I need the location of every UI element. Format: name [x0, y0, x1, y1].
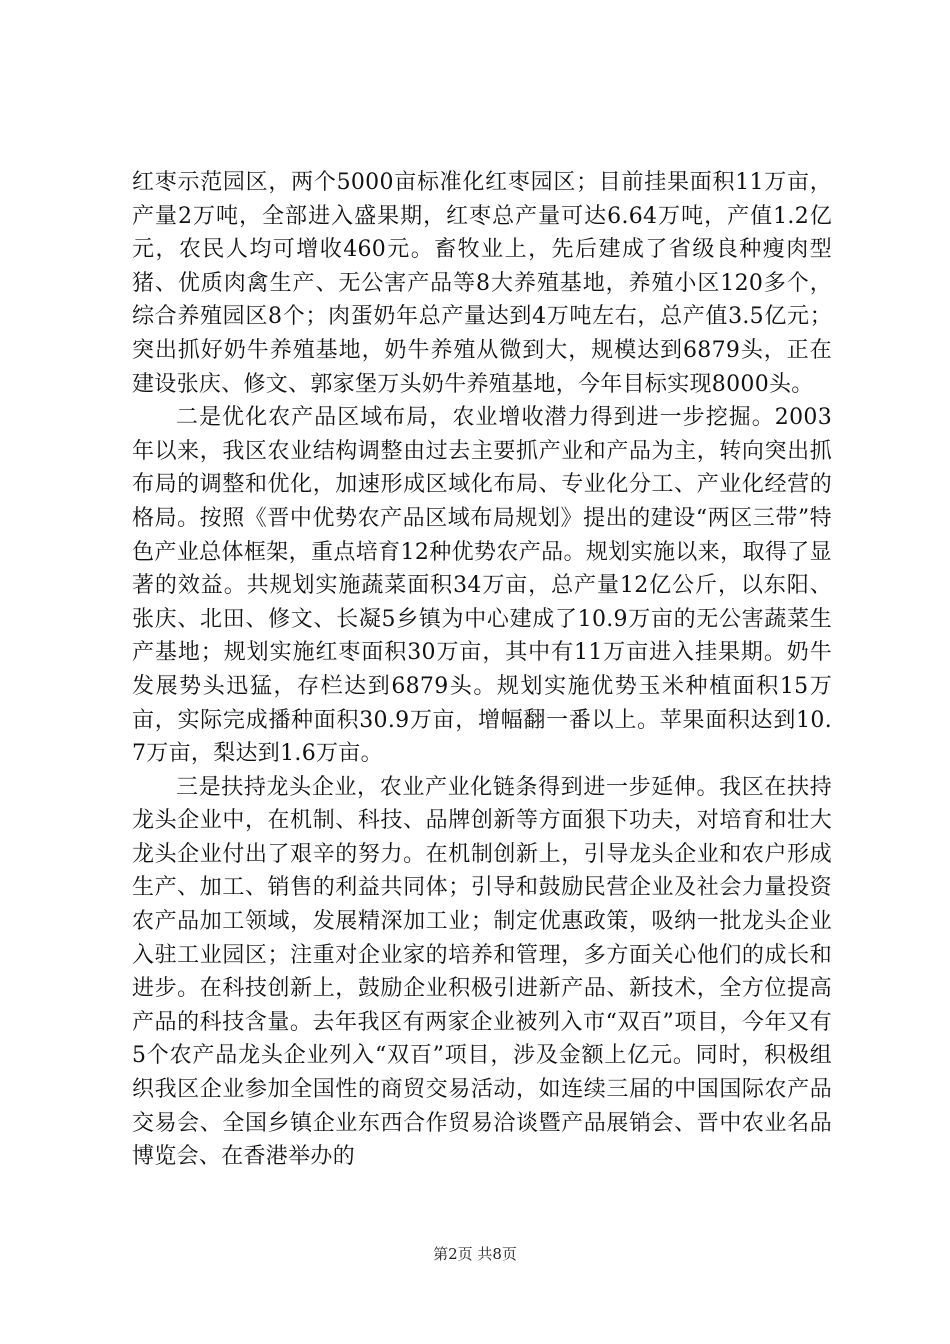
- paragraph-1: 红枣示范园区，两个5000亩标准化红枣园区；目前挂果面积11万亩，产量2万吨，全部进入盛果期，红枣总产量可达6.64万吨，产值1.2亿元，农民人均可增收460元。畜牧业上，先后建成了省级良种瘦肉型猪、优质肉禽生产、无公害产品等8大养殖基地，养殖小区120多个，综合养殖园区8个；肉蛋奶年总产量达到4万吨左右，总产值3.5亿元；突出抓好奶牛养殖基地，奶牛养殖从微到大，规模达到6879头，正在建设张庆、修文、郭家堡万头奶牛养殖基地，今年目标实现8000头。: [132, 170, 832, 397]
- document-body: [132, 166, 832, 1174]
- page-number-footer: 第2页 共8页: [433, 1245, 517, 1263]
- paragraph-3: 三是扶持龙头企业，农业产业化链条得到进一步延伸。我区在扶持龙头企业中，在机制、科技、品牌创新等方面狠下功夫，对培育和壮大龙头企业付出了艰辛的努力。在机制创新上，引导龙头企业和农户形成生产、加工、销售的利益共同体；引导和鼓励民营企业及社会力量投资农产品加工领域，发展精深加工业；制定优惠政策，吸纳一批龙头企业入驻工业园区；注重对企业家的培养和管理，多方面关心他们的成长和进步。在科技创新上，鼓励企业积极引进新产品、新技术，全方位提高产品的科技含量。去年我区有两家企业被列入市“双百”项目，今年又有5个农产品龙头企业列入“双百”项目，涉及金额上亿元。同时，积极组织我区企业参加全国性的商贸交易活动，如连续三届的中国国际农产品交易会、全国乡镇企业东西合作贸易洽谈暨产品展销会、晋中农业名品博览会、在香港举办的: [132, 774, 832, 1170]
- paragraph-2: 二是优化农产品区域布局，农业增收潜力得到进一步挖掘。2003年以来，我区农业结构调整由过去主要抓产业和产品为主，转向突出抓布局的调整和优化，加速形成区域化布局、专业化分工、产业化经营的格局。按照《晋中优势农产品区域布局规划》提出的建设“两区三带”特色产业总体框架，重点培育12种优势农产品。规划实施以来，取得了显著的效益。共规划实施蔬菜面积34万亩，总产量12亿公斤，以东阳、张庆、北田、修文、长凝5乡镇为中心建成了10.9万亩的无公害蔬菜生产基地；规划实施红枣面积30万亩，其中有11万亩进入挂果期。奶牛发展势头迅猛，存栏达到6879头。规划实施优势玉米种植面积15万亩，实际完成播种面积30.9万亩，增幅翻一番以上。苹果面积达到10.7万亩，梨达到1.6万亩。: [132, 405, 832, 767]
